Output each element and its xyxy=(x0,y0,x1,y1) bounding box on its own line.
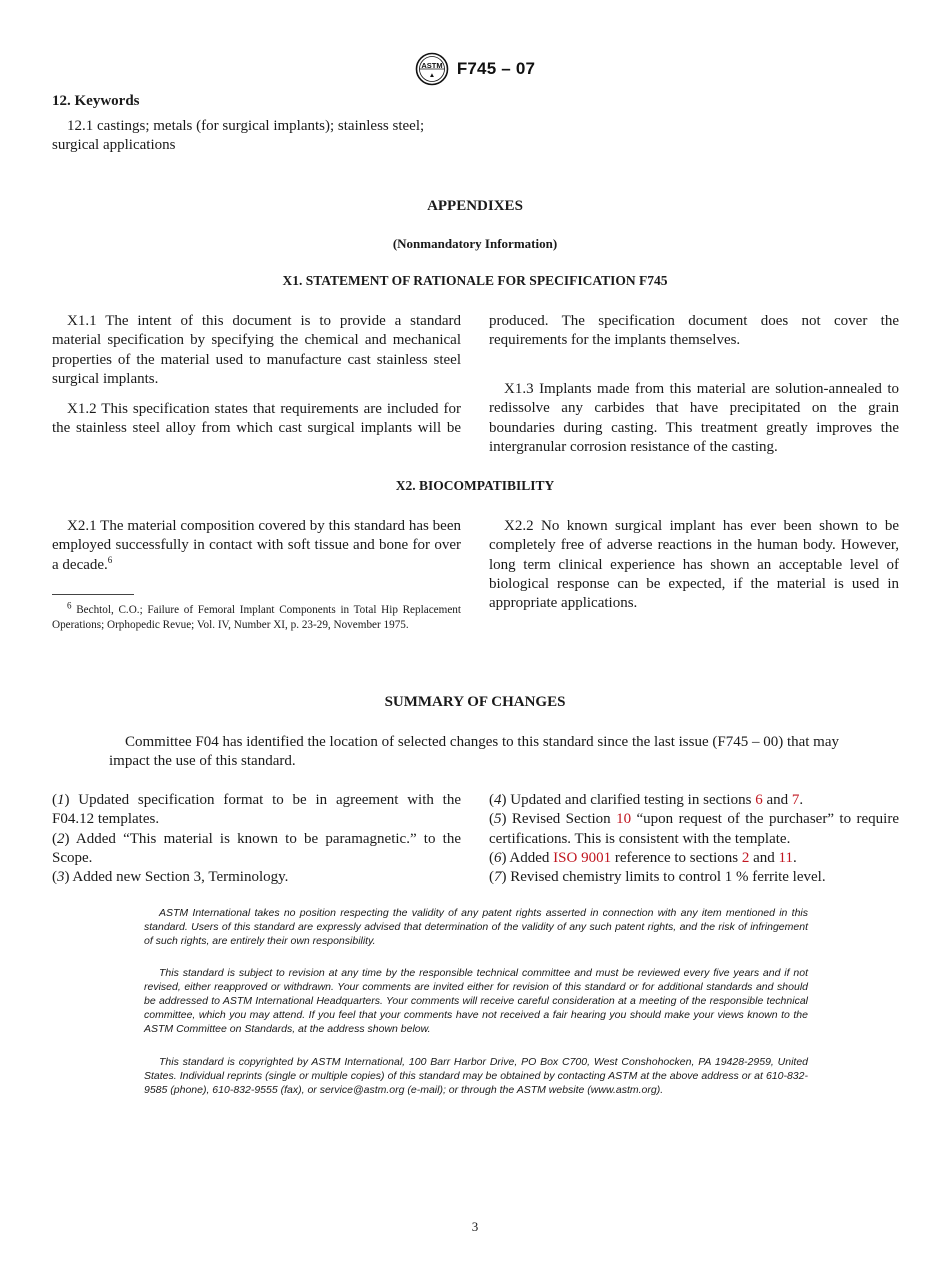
change-item-6: (6) Added ISO 9001 reference to sections 2 and 11. xyxy=(489,849,797,866)
footnote-text: Bechtol, C.O.; Failure of Femoral Implant Components in Total Hip Replacement Operations; Orphopedic Revue; Vol. IV, Number XI, p. 23-29, November 1975. xyxy=(52,604,461,631)
change-item-2: (2) Added “This material is known to be paramagnetic.” to the Scope. xyxy=(52,830,461,866)
logo-text-top: ASTM xyxy=(421,61,443,70)
footnote-divider xyxy=(52,594,134,595)
link-section-7[interactable]: 7 xyxy=(791,792,800,808)
astm-logo-icon xyxy=(415,52,449,86)
svg-text:▲: ▲ xyxy=(428,72,436,79)
change-item-1: (1) Updated specification format to be in agreement with the F04.12 templates. xyxy=(52,792,461,828)
appendixes-subtitle: (Nonmandatory Information) xyxy=(392,236,558,251)
standard-designation: F745 – 07 xyxy=(456,59,536,78)
document-header xyxy=(0,52,950,86)
link-section-10[interactable]: 10 xyxy=(616,811,632,828)
appendixes-title: APPENDIXES xyxy=(427,198,523,214)
summary-intro: Committee F04 has identified the location of selected changes to this standard since the last issue (F745 – 00) that may impact the use of this standard. xyxy=(109,734,840,770)
keywords-text: 12.1 castings; metals (for surgical implants); stainless steel; surgical applications xyxy=(52,118,425,154)
x1-heading: X1. STATEMENT OF RATIONALE FOR SPECIFICATION F745 xyxy=(282,273,668,288)
link-section-6[interactable]: 6 xyxy=(755,792,763,808)
change-item-7: (7) Revised chemistry limits to control 1 % ferrite level. xyxy=(489,869,826,886)
x1-paragraph-3: X1.3 Implants made from this material are solution-annealed to redissolve any carbides that have precipitated on the grain boundaries during casting. This treatment greatly improves the intergranular corrosion resistance of the casting. xyxy=(489,381,899,455)
link-iso-9001[interactable]: ISO 9001 xyxy=(553,849,612,866)
x1-paragraph-1: X1.1 The intent of this document is to provide a standard material specification by specifying the chemical and mechanical properties of the material used to manufacture cast stainless steel surgical implants. xyxy=(52,313,461,387)
x1-paragraph-2: X1.2 This specification states that requirements are included for the stainless steel alloy from which cast surgical implants will be xyxy=(52,401,461,437)
footnote-mark: 6 xyxy=(67,600,72,611)
change-item-5: (5) Revised Section 10 “upon request of the purchaser” to require certifications. This is consistent with the template. xyxy=(489,811,899,847)
footnote-ref-6[interactable]: 6 xyxy=(107,554,113,565)
page-number: 3 xyxy=(471,1219,479,1234)
x2-paragraph-2: X2.2 No known surgical implant has ever been shown to be completely free of adverse reactions in the human body. However, long term clinical experience has shown an acceptable level of biological response can be expected, if the material is used in appropriate applications. xyxy=(489,518,899,612)
changes-list-left xyxy=(52,791,461,887)
link-section-11[interactable]: 11 xyxy=(778,849,793,866)
change-item-3: (3) Added new Section 3, Terminology. xyxy=(52,869,289,886)
notice-copyright: This standard is copyrighted by ASTM International, 100 Barr Harbor Drive, PO Box C700, West Conshohocken, PA 19428-2959, United States. Individual reprints (single or multiple copies) of this standard may be obtained by contacting ASTM at the above address or at 610-832-9585 (phone), 610-832-9555 (fax), or service@astm.org (e-mail); or through the ASTM website (www.astm.org). xyxy=(144,1056,808,1096)
x1-paragraph-2-continuation: produced. The specification document does not cover the requirements for the implants themselves. xyxy=(489,313,899,349)
x2-paragraph-1 xyxy=(52,517,461,575)
summary-heading: SUMMARY OF CHANGES xyxy=(384,694,566,710)
changes-list-right xyxy=(489,791,899,887)
link-section-2[interactable]: 2 xyxy=(741,849,750,866)
notice-revision: This standard is subject to revision at any time by the responsible technical committee and must be reviewed every five years and if not revised, either reapproved or withdrawn. Your comments are invited either for revision of this standard or for additional standards and should be addressed to ASTM International Headquarters. Your comments will receive careful consideration at a meeting of the responsible technical committee, which you may attend. If you feel that your comments have not received a fair hearing you should make your views known to the ASTM Committee on Standards, at the address shown below. xyxy=(144,967,808,1035)
x1-paragraph-2-part-1 xyxy=(52,400,461,438)
change-item-4: (4) Updated and clarified testing in sections 6 and 7. xyxy=(489,792,804,808)
notice-patent: ASTM International takes no position respecting the validity of any patent rights asserted in connection with any item mentioned in this standard. Users of this standard are expressly advised that determination of the validity of any such patent rights, and the risk of infringement of such rights, are entirely their own responsibility. xyxy=(144,907,808,947)
footnote-6 xyxy=(52,600,461,633)
x2-heading: X2. BIOCOMPATIBILITY xyxy=(395,478,555,493)
x1-paragraph-2-continued xyxy=(489,312,899,350)
keywords-heading: 12. Keywords xyxy=(52,93,140,109)
x2-paragraph-1-text: X2.1 The material composition covered by this standard has been employed successfully in contact with soft tissue and bone for over a decade. xyxy=(52,518,461,573)
